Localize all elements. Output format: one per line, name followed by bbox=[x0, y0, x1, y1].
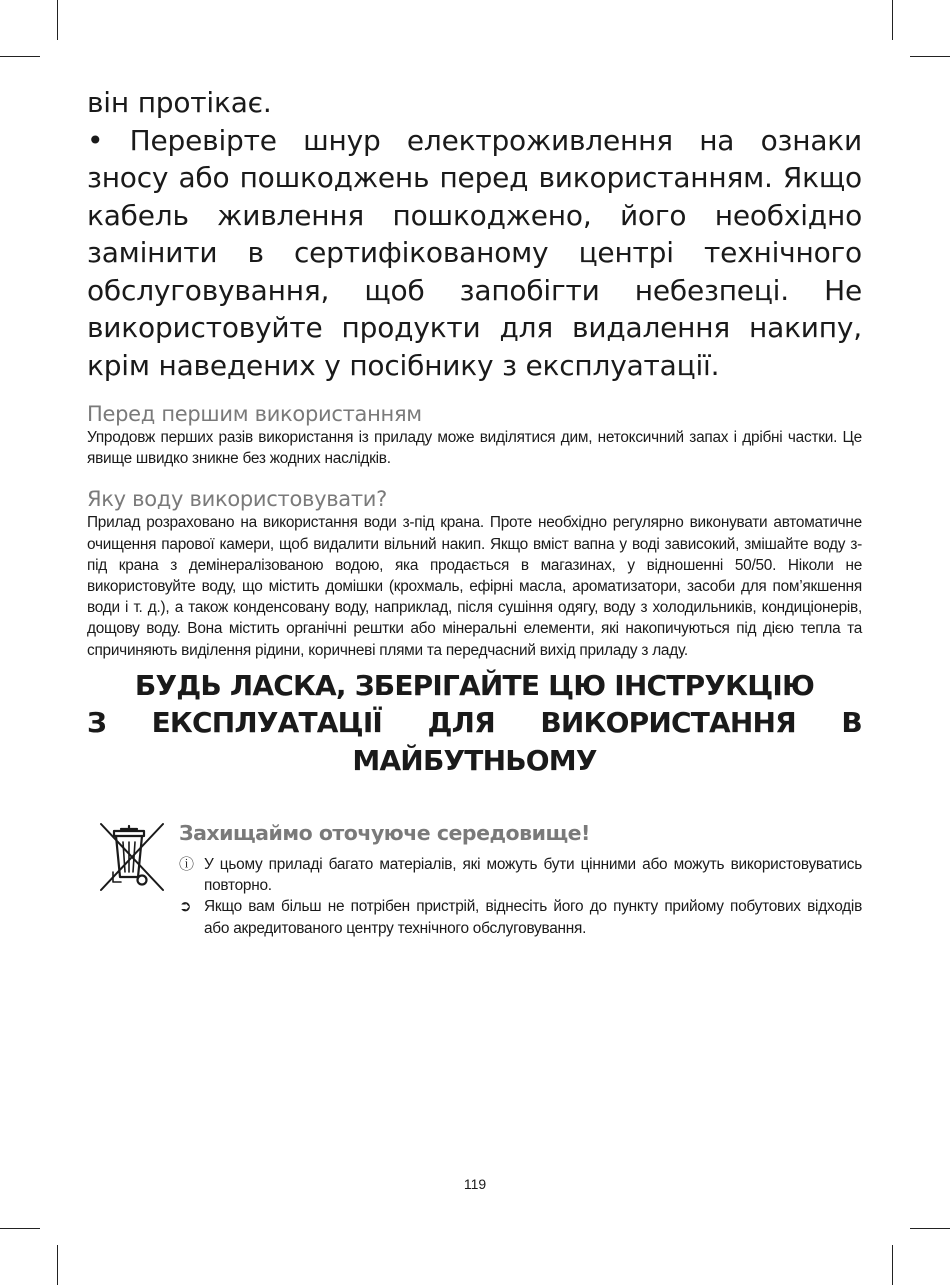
before-first-use-text: Упродовж перших разів використання із приладу може виділятися дим, нетоксичний запах і дрібні частки. Це явище швидко зникне без жодних наслідків. bbox=[87, 429, 862, 468]
environment-item bbox=[179, 854, 862, 896]
intro-line-end: він протікає. bbox=[87, 86, 272, 119]
intro-paragraph bbox=[87, 122, 862, 385]
notice-word: ВИКОРИСТАННЯ bbox=[540, 706, 796, 740]
crop-mark bbox=[57, 0, 58, 40]
crop-mark bbox=[910, 56, 950, 57]
info-icon: ⓘ bbox=[179, 855, 195, 873]
notice-word: ЕКСПЛУАТАЦІЇ bbox=[151, 706, 383, 740]
notice-word: ДЛЯ bbox=[427, 706, 495, 740]
environment-item-text: Якщо вам більш не потрібен пристрій, віднесіть його до пункту прийому побутових відходів або акредитованого центру технічного обслуговування. bbox=[204, 898, 862, 937]
crop-mark bbox=[0, 1228, 40, 1229]
environment-title: Захищаймо оточуюче середовище! bbox=[179, 821, 590, 845]
keep-instructions-notice bbox=[87, 667, 862, 780]
crossed-out-bin-icon bbox=[97, 820, 167, 894]
page-number: 119 bbox=[463, 1176, 487, 1192]
environment-item bbox=[179, 896, 862, 938]
notice-line-1: БУДЬ ЛАСКА, ЗБЕРІГАЙТЕ ЦЮ ІНСТРУКЦІЮ bbox=[134, 668, 815, 702]
which-water-text: Прилад розраховано на використання води з-під крана. Проте необхідно регулярно виконувати автоматичне очищення парової камери, щоб видалити вільний накип. Якщо вміст вапна у воді зависокий, змішайте воду з-під крана з демінералізованою водою, яка продається в магазинах, у відношенні 50/50. Ніколи не використовуйте воду, що містить домішки (крохмаль, ефірні масла, ароматизатори, засоби для пом’якшення води і т. д.), а також конденсовану воду, наприклад, після сушіння одягу, воду з холодильників, кондиціонерів, дощову воду. Вона містить органічні рештки або мінеральні елементи, які накопичуються під дією тепла та спричиняють виділення рідини, коричневі плями та передчасний вихід приладу з ладу. bbox=[87, 514, 862, 659]
notice-line-2 bbox=[87, 704, 862, 742]
crop-mark bbox=[0, 56, 40, 57]
crop-mark bbox=[892, 1245, 893, 1285]
notice-word: В bbox=[841, 706, 862, 740]
crop-mark bbox=[892, 0, 893, 40]
crop-mark bbox=[57, 1245, 58, 1285]
notice-word: З bbox=[87, 706, 107, 740]
bullet: • bbox=[87, 123, 104, 157]
intro-paragraph-text: Перевірте шнур електроживлення на ознаки зносу або пошкоджень перед використанням. Якщо кабель живлення пошкоджено, його необхідно замінити в сертифікованому центрі технічного обслуговування, щоб запобігти небезпеці. Не використовуйте продукти для видалення накипу, крім наведених у посібнику з експлуатації. bbox=[87, 123, 862, 382]
crop-mark bbox=[910, 1228, 950, 1229]
environment-item-text: У цьому приладі багато матеріалів, які можуть бути цінними або можуть використовуватись повторно. bbox=[204, 856, 862, 895]
which-water-heading: Яку воду використовувати? bbox=[87, 487, 387, 512]
environment-body bbox=[179, 820, 862, 939]
arrow-icon: ➲ bbox=[179, 897, 192, 916]
intro-block bbox=[87, 84, 862, 384]
before-first-use-heading: Перед першим використанням bbox=[87, 402, 422, 426]
page-content bbox=[87, 84, 862, 779]
notice-line-3: МАЙБУТНЬОМУ bbox=[352, 743, 597, 777]
